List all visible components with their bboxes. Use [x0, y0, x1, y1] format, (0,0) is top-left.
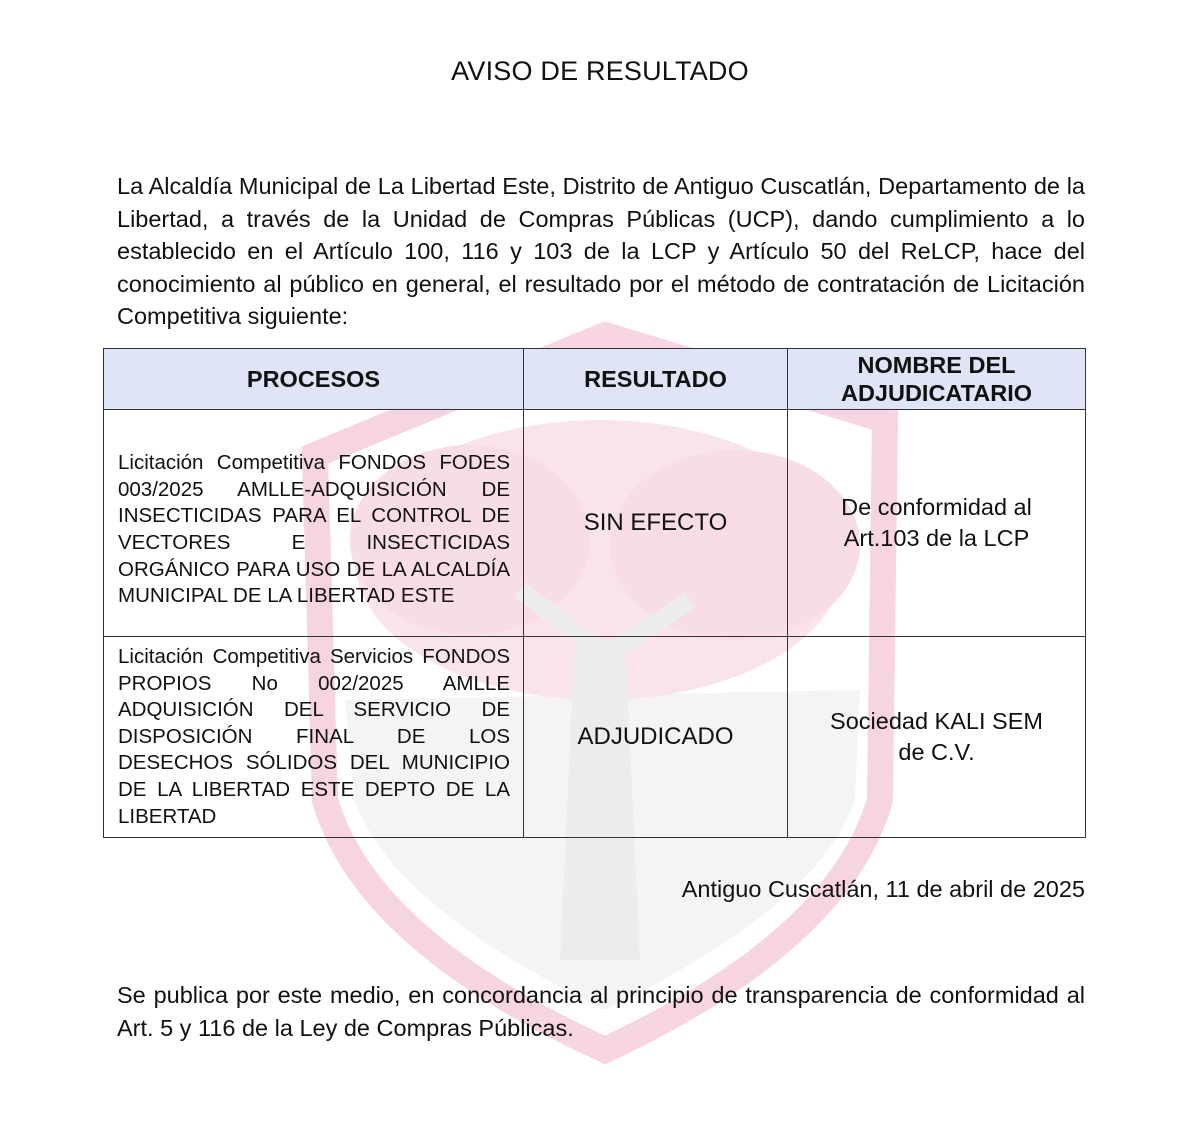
table-row: [104, 410, 1086, 637]
proceso-cell: Licitación Competitiva FONDOS FODES 003/2025 AMLLE-ADQUISICIÓN DE INSECTICIDAS PARA EL CONTROL DE VECTORES E INSECTICIDAS ORGÁNICO PARA USO DE LA ALCALDÍA MUNICIPAL DE LA LIBERTAD ESTE: [104, 410, 524, 637]
table-row: [104, 637, 1086, 838]
proceso-cell: Licitación Competitiva Servicios FONDOS PROPIOS No 002/2025 AMLLE ADQUISICIÓN DEL SERVICIO DE DISPOSICIÓN FINAL DE LOS DESECHOS SÓLIDOS DEL MUNICIPIO DE LA LIBERTAD ESTE DEPTO DE LA LIBERTAD: [104, 637, 524, 838]
adjudicatario-cell: Sociedad KALI SEM de C.V.: [788, 637, 1086, 838]
adjudicatario-cell: De conformidad al Art.103 de la LCP: [788, 410, 1086, 637]
date-line: Antiguo Cuscatlán, 11 de abril de 2025: [681, 876, 1085, 902]
resultado-cell: SIN EFECTO: [524, 410, 788, 637]
header-adjudicatario: NOMBRE DEL ADJUDICATARIO: [788, 349, 1086, 410]
intro-paragraph: La Alcaldía Municipal de La Libertad Este, Distrito de Antiguo Cuscatlán, Departamento de la Libertad, a través de la Unidad de Compras Públicas (UCP), dando cumplimiento a lo establecido en el Artículo 100, 116 y 103 de la LCP y Artículo 50 del ReLCP, hace del conocimiento al público en general, el resultado por el método de contratación de Licitación Competitiva siguiente:: [117, 173, 1085, 330]
table-header-row: [104, 349, 1086, 410]
resultado-cell: ADJUDICADO: [524, 637, 788, 838]
header-procesos: PROCESOS: [104, 349, 524, 410]
document-title: AVISO DE RESULTADO: [451, 56, 749, 86]
header-resultado: RESULTADO: [524, 349, 788, 410]
results-table: [103, 348, 1086, 838]
closing-paragraph: Se publica por este medio, en concordancia al principio de transparencia de conformidad al Art. 5 y 116 de la Ley de Compras Públicas.: [117, 982, 1085, 1041]
